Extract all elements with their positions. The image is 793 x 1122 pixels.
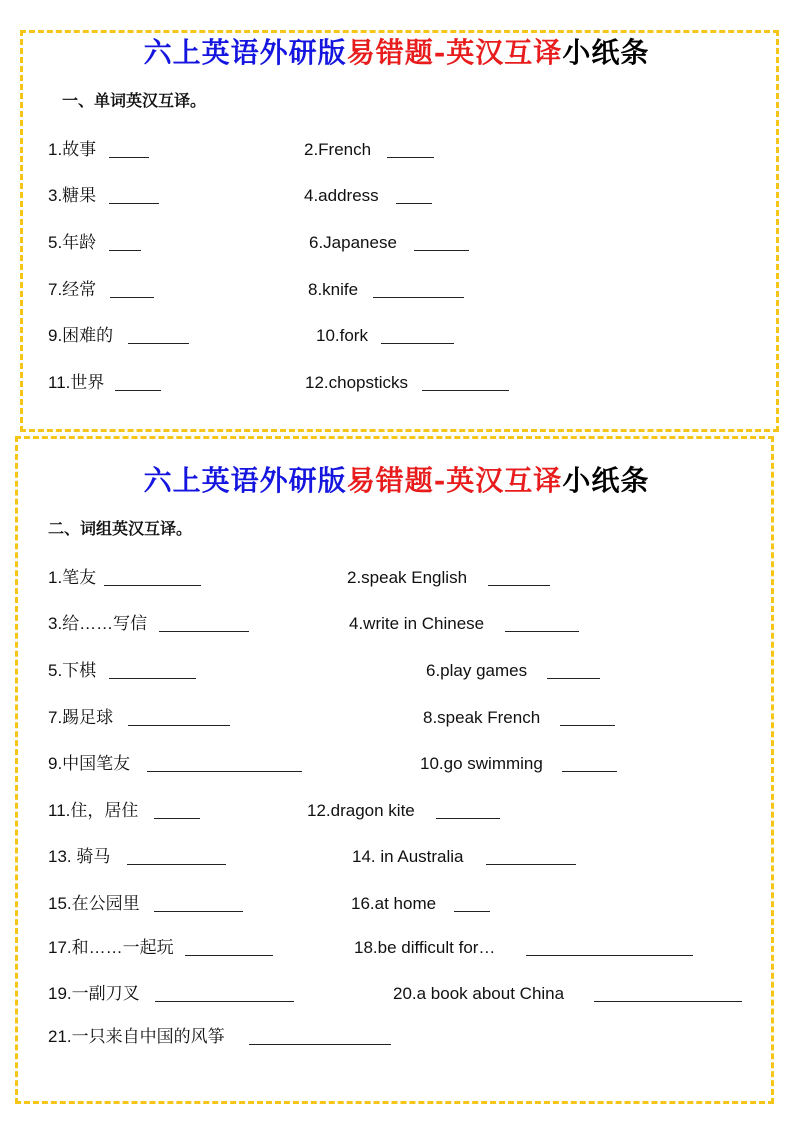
answer-blank[interactable] xyxy=(109,662,196,679)
answer-blank[interactable] xyxy=(185,939,273,956)
question-item xyxy=(48,279,96,301)
question-item xyxy=(48,139,96,161)
answer-blank[interactable] xyxy=(454,895,490,912)
answer-blank[interactable] xyxy=(436,802,500,819)
answer-blank[interactable] xyxy=(422,374,509,391)
question-item xyxy=(423,707,540,729)
question-item xyxy=(48,325,113,347)
answer-blank[interactable] xyxy=(155,985,294,1002)
question-label: 7.踢足球 xyxy=(48,708,114,727)
question-label: 5.下棋 xyxy=(48,661,97,680)
question-label: 6.play games xyxy=(426,661,528,680)
question-item xyxy=(316,325,368,347)
question-item xyxy=(48,185,96,207)
question-label: 13. 骑马 xyxy=(48,847,111,866)
question-label: 16.at home xyxy=(351,894,437,913)
answer-blank[interactable] xyxy=(560,709,615,726)
question-item xyxy=(48,937,174,959)
question-item xyxy=(48,707,113,729)
question-label: 1.笔友 xyxy=(48,568,97,587)
answer-blank[interactable] xyxy=(486,848,576,865)
question-label: 9.中国笔友 xyxy=(48,754,131,773)
question-item xyxy=(352,846,464,868)
question-item xyxy=(48,983,140,1005)
question-item xyxy=(304,185,379,207)
question-label: 3.给……写信 xyxy=(48,614,148,633)
answer-blank[interactable] xyxy=(159,615,249,632)
question-item xyxy=(48,800,138,822)
question-label: 4.write in Chinese xyxy=(349,614,485,633)
question-label: 3.糖果 xyxy=(48,186,97,205)
question-item xyxy=(48,232,96,254)
question-label: 5.年龄 xyxy=(48,233,97,252)
question-label: 12.chopsticks xyxy=(305,373,408,392)
answer-blank[interactable] xyxy=(109,141,149,158)
question-item xyxy=(48,567,96,589)
question-item xyxy=(48,372,104,394)
section-2-title xyxy=(0,464,793,498)
title-black: 小纸条 xyxy=(562,36,650,69)
question-item xyxy=(48,1026,225,1048)
answer-blank[interactable] xyxy=(249,1028,391,1045)
question-item xyxy=(347,567,467,589)
answer-blank[interactable] xyxy=(104,569,201,586)
question-item xyxy=(48,660,96,682)
question-item xyxy=(307,800,415,822)
title-red: 易错题-英汉互译 xyxy=(346,464,563,497)
question-item xyxy=(308,279,358,301)
question-item xyxy=(349,613,484,635)
answer-blank[interactable] xyxy=(115,374,161,391)
question-label: 8.knife xyxy=(308,280,359,299)
answer-blank[interactable] xyxy=(488,569,550,586)
answer-blank[interactable] xyxy=(373,281,464,298)
question-item xyxy=(420,753,543,775)
answer-blank[interactable] xyxy=(505,615,579,632)
question-item xyxy=(48,753,130,775)
question-item xyxy=(309,232,397,254)
question-label: 6.Japanese xyxy=(309,233,397,252)
answer-blank[interactable] xyxy=(562,755,617,772)
question-item xyxy=(304,139,371,161)
answer-blank[interactable] xyxy=(154,802,200,819)
question-label: 4.address xyxy=(304,186,379,205)
question-label: 20.a book about China xyxy=(393,984,565,1003)
question-item xyxy=(48,846,110,868)
answer-blank[interactable] xyxy=(128,709,230,726)
answer-blank[interactable] xyxy=(594,985,742,1002)
answer-blank[interactable] xyxy=(526,939,693,956)
question-label: 7.经常 xyxy=(48,280,97,299)
title-blue: 六上英语外研版 xyxy=(143,36,347,69)
section-1-heading: 一、单词英汉互译。 xyxy=(62,93,207,110)
question-item xyxy=(48,893,140,915)
answer-blank[interactable] xyxy=(128,327,189,344)
question-label: 11.住，居住 xyxy=(48,801,139,820)
question-label: 2.French xyxy=(304,140,372,159)
answer-blank[interactable] xyxy=(109,234,141,251)
answer-blank[interactable] xyxy=(154,895,243,912)
question-label: 17.和……一起玩 xyxy=(48,938,174,957)
answer-blank[interactable] xyxy=(396,187,432,204)
question-label: 15.在公园里 xyxy=(48,894,140,913)
answer-blank[interactable] xyxy=(414,234,469,251)
question-label: 1.故事 xyxy=(48,140,97,159)
answer-blank[interactable] xyxy=(110,281,154,298)
question-label: 14. in Australia xyxy=(352,847,464,866)
title-red: 易错题-英汉互译 xyxy=(346,36,563,69)
answer-blank[interactable] xyxy=(109,187,159,204)
question-label: 10.fork xyxy=(316,326,368,345)
question-label: 2.speak English xyxy=(347,568,468,587)
question-label: 21.一只来自中国的风筝 xyxy=(48,1027,225,1046)
question-item xyxy=(305,372,408,394)
answer-blank[interactable] xyxy=(387,141,434,158)
question-label: 8.speak French xyxy=(423,708,541,727)
section-2-heading: 二、词组英汉互译。 xyxy=(48,521,193,538)
question-label: 12.dragon kite xyxy=(307,801,415,820)
answer-blank[interactable] xyxy=(381,327,454,344)
question-item xyxy=(354,937,495,959)
answer-blank[interactable] xyxy=(127,848,226,865)
title-black: 小纸条 xyxy=(562,464,650,497)
question-label: 18.be difficult for… xyxy=(354,938,496,957)
question-item xyxy=(426,660,527,682)
question-item xyxy=(393,983,564,1005)
answer-blank[interactable] xyxy=(147,755,302,772)
question-label: 9.困难的 xyxy=(48,326,114,345)
question-item xyxy=(48,613,147,635)
question-label: 10.go swimming xyxy=(420,754,543,773)
title-blue: 六上英语外研版 xyxy=(143,464,347,497)
answer-blank[interactable] xyxy=(547,662,600,679)
question-label: 19.一副刀叉 xyxy=(48,984,140,1003)
section-1-title xyxy=(0,36,793,70)
question-item xyxy=(351,893,436,915)
question-label: 11.世界 xyxy=(48,373,105,392)
